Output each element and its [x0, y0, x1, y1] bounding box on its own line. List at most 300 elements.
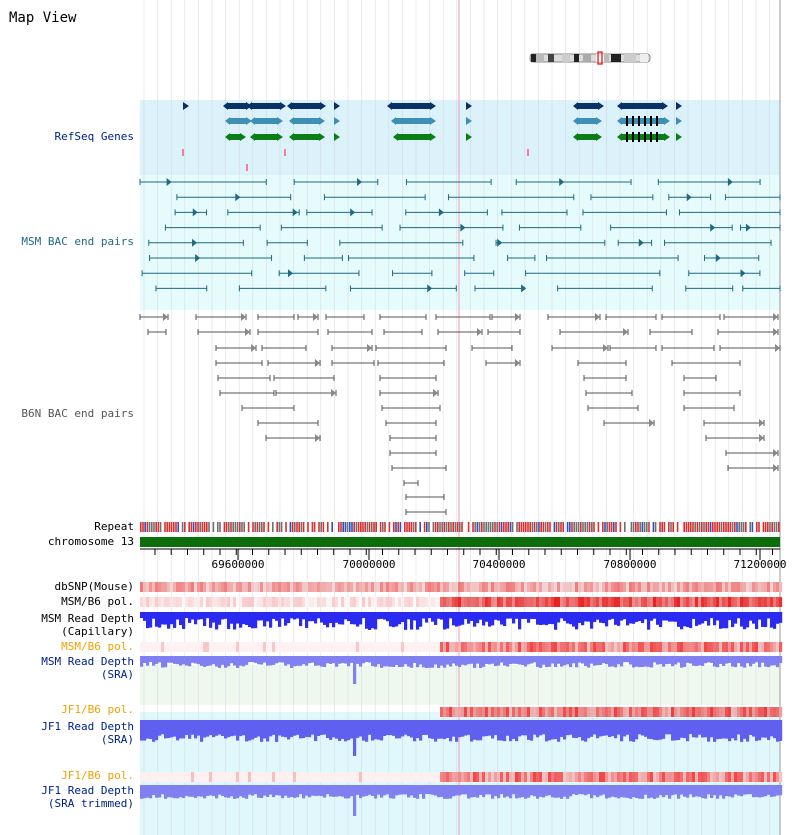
- repeat-element: [364, 522, 366, 532]
- jf1-trimmed-depth: [365, 785, 368, 796]
- jf1-sra-depth: [179, 720, 182, 738]
- dbsnp-density: [473, 582, 476, 592]
- msm-capillary-depth: [416, 612, 419, 630]
- msm-pol2-density: [593, 642, 596, 652]
- msm-sra-depth: [419, 656, 422, 665]
- dbsnp-density: [461, 582, 464, 592]
- msm-capillary-depth: [170, 612, 173, 624]
- jf1-sra-depth: [149, 720, 152, 739]
- msm-capillary-depth: [272, 612, 275, 619]
- msm-pol-density: [161, 597, 164, 607]
- jf1-pol2-density: [269, 772, 272, 782]
- msm-pol2-density: [596, 642, 599, 652]
- repeat-element: [534, 522, 536, 532]
- dbsnp-density: [560, 582, 563, 592]
- jf1-pol2-density: [377, 772, 380, 782]
- dbsnp-density: [704, 582, 707, 592]
- dbsnp-density: [311, 582, 314, 592]
- jf1-pol2-density: [347, 772, 350, 782]
- jf1-trimmed-depth: [629, 785, 632, 799]
- jf1-sra-depth: [380, 720, 383, 740]
- msm-pol-density: [200, 597, 203, 607]
- jf1-trimmed-depth: [749, 785, 752, 794]
- jf1-pol2-density: [761, 772, 764, 782]
- jf1-pol2-density: [557, 772, 560, 782]
- jf1-trimmed-depth: [209, 785, 212, 795]
- jf1-sra-depth: [761, 720, 764, 737]
- msm-pol-density: [425, 597, 428, 607]
- jf1-trimmed-depth: [164, 785, 167, 799]
- jf1-pol2-density: [170, 772, 173, 782]
- jf1-trimmed-depth: [425, 785, 428, 794]
- dbsnp-density: [620, 582, 623, 592]
- msm-sra-depth: [200, 656, 203, 666]
- msm-capillary-depth: [647, 612, 650, 630]
- jf1-pol2-density: [755, 772, 758, 782]
- jf1-trimmed-depth: [431, 785, 434, 795]
- msm-pol2-density: [707, 642, 710, 652]
- msm-sra-depth: [476, 656, 479, 664]
- jf1-trimmed-depth: [485, 785, 488, 794]
- gene-tick: [246, 164, 248, 171]
- dbsnp-density: [761, 582, 764, 592]
- dbsnp-density: [530, 582, 533, 592]
- repeat-element: [318, 522, 320, 532]
- msm-capillary-depth: [230, 612, 233, 624]
- msm-sra-depth: [179, 656, 182, 666]
- msm-capillary-depth: [146, 612, 149, 628]
- dbsnp-density: [629, 582, 632, 592]
- msm-capillary-depth: [521, 612, 524, 619]
- msm-pol2-density: [215, 642, 218, 652]
- dbsnp-density: [152, 582, 155, 592]
- jf1-trimmed-depth: [332, 785, 335, 797]
- msm-pol-density: [527, 597, 530, 607]
- msm-pol2-density: [644, 642, 647, 652]
- dbsnp-density: [485, 582, 488, 592]
- dbsnp-density: [653, 582, 656, 592]
- repeat-element: [613, 522, 615, 532]
- msm-pol-density: [188, 597, 191, 607]
- jf1-trimmed-depth: [605, 785, 608, 799]
- jf1-pol2-density: [248, 772, 251, 782]
- msm-pol-density: [740, 597, 743, 607]
- gene-tick: [182, 149, 184, 156]
- repeat-element: [578, 522, 580, 532]
- msm-sra-depth: [467, 656, 470, 664]
- track-label-msm-depth-sra: MSM Read Depth: [41, 655, 134, 668]
- jf1-pol2-density: [626, 772, 629, 782]
- jf1-trimmed-depth: [722, 785, 725, 799]
- jf1-pol2-density: [467, 772, 470, 782]
- jf1-pol2-density: [218, 772, 221, 782]
- msm-capillary-depth: [734, 612, 737, 624]
- msm-pol-density: [281, 597, 284, 607]
- jf1-pol2-density: [749, 772, 752, 782]
- jf1-trimmed-depth: [497, 785, 500, 798]
- msm-capillary-depth: [707, 612, 710, 626]
- jf1-sra-depth: [308, 720, 311, 737]
- jf1-trimmed-depth: [764, 785, 767, 796]
- msm-pol-density: [698, 597, 701, 607]
- msm-pol2-density: [587, 642, 590, 652]
- msm-pol2-density: [638, 642, 641, 652]
- msm-pol-density: [350, 597, 353, 607]
- msm-capillary-depth: [206, 612, 209, 618]
- msm-pol-density: [230, 597, 233, 607]
- msm-pol-density: [506, 597, 509, 607]
- jf1-trimmed-depth: [449, 785, 452, 799]
- jf1-pol-density: [509, 707, 512, 717]
- repeat-element: [140, 522, 142, 532]
- msm-capillary-depth: [287, 612, 290, 623]
- msm-sra-depth: [389, 656, 392, 667]
- jf1-pol-density: [713, 707, 716, 717]
- repeat-element: [481, 522, 483, 532]
- jf1-sra-depth: [626, 720, 629, 735]
- jf1-trimmed-depth: [173, 785, 176, 798]
- jf1-sra-depth: [284, 720, 287, 737]
- jf1-pol-density: [527, 707, 530, 717]
- msm-pol-density: [701, 597, 704, 607]
- repeat-element: [175, 522, 177, 532]
- dbsnp-density: [593, 582, 596, 592]
- exon-mark: [650, 132, 652, 142]
- msm-sra-depth: [620, 656, 623, 666]
- msm-pol2-density: [188, 642, 191, 652]
- msm-pol2-density: [566, 642, 569, 652]
- repeat-element: [593, 522, 595, 532]
- msm-sra-depth: [185, 656, 188, 665]
- dbsnp-density: [551, 582, 554, 592]
- dbsnp-density: [566, 582, 569, 592]
- msm-pol-density: [464, 597, 467, 607]
- repeat-element: [503, 522, 505, 532]
- msm-pol2-density: [749, 642, 752, 652]
- repeat-element: [472, 522, 474, 532]
- msm-pol2-density: [470, 642, 473, 652]
- jf1-pol2-density: [611, 772, 614, 782]
- msm-sra-depth: [692, 656, 695, 666]
- dbsnp-density: [665, 582, 668, 592]
- repeat-element: [252, 522, 254, 532]
- dbsnp-density: [218, 582, 221, 592]
- repeat-element: [763, 522, 765, 532]
- repeat-element: [569, 522, 571, 532]
- jf1-pol-density: [752, 707, 755, 717]
- msm-capillary-depth: [449, 612, 452, 618]
- msm-capillary-depth: [545, 612, 548, 625]
- jf1-trimmed-depth: [419, 785, 422, 794]
- jf1-pol-density: [476, 707, 479, 717]
- jf1-sra-depth: [431, 720, 434, 739]
- msm-sra-depth: [269, 656, 272, 665]
- jf1-sra-depth: [710, 720, 713, 737]
- msm-capillary-depth: [653, 612, 656, 619]
- gene-tick: [527, 149, 529, 156]
- msm-pol-density: [218, 597, 221, 607]
- jf1-pol2-density: [440, 772, 443, 782]
- jf1-sra-depth: [374, 720, 377, 739]
- msm-capillary-depth: [152, 612, 155, 619]
- jf1-sra-depth: [668, 720, 671, 734]
- jf1-trimmed-depth: [674, 785, 677, 794]
- jf1-sra-depth: [371, 720, 374, 741]
- jf1-pol2-density: [515, 772, 518, 782]
- jf1-pol2-density: [572, 772, 575, 782]
- msm-capillary-depth: [491, 612, 494, 625]
- jf1-pol2-density: [149, 772, 152, 782]
- dbsnp-density: [713, 582, 716, 592]
- jf1-sra-depth: [776, 720, 779, 742]
- msm-pol-density: [662, 597, 665, 607]
- msm-pol2-density: [452, 642, 455, 652]
- msm-capillary-depth: [347, 612, 350, 621]
- repeat-element: [604, 522, 606, 532]
- msm-capillary-depth: [524, 612, 527, 619]
- msm-sra-depth: [320, 656, 323, 667]
- dbsnp-density: [365, 582, 368, 592]
- jf1-trimmed-depth: [557, 785, 560, 798]
- jf1-pol2-density: [473, 772, 476, 782]
- msm-sra-depth: [671, 656, 674, 666]
- dbsnp-density: [224, 582, 227, 592]
- msm-capillary-depth: [551, 612, 554, 624]
- jf1-trimmed-depth: [398, 785, 401, 795]
- msm-pol2-density: [200, 642, 203, 652]
- dbsnp-density: [182, 582, 185, 592]
- jf1-pol2-density: [410, 772, 413, 782]
- jf1-sra-depth: [566, 720, 569, 735]
- repeat-element: [518, 522, 520, 532]
- msm-pol2-density: [746, 642, 749, 652]
- dbsnp-density: [149, 582, 152, 592]
- jf1-pol2-density: [767, 772, 770, 782]
- msm-pol2-density: [602, 642, 605, 652]
- msm-pol2-density: [485, 642, 488, 652]
- dbsnp-density: [428, 582, 431, 592]
- msm-pol-density: [530, 597, 533, 607]
- jf1-sra-depth: [584, 720, 587, 742]
- msm-capillary-depth: [761, 612, 764, 627]
- msm-pol2-density: [476, 642, 479, 652]
- track-label-repeat: Repeat: [94, 520, 134, 533]
- jf1-trimmed-depth: [434, 785, 437, 796]
- jf1-trimmed-depth: [353, 785, 356, 816]
- jf1-trimmed-depth: [149, 785, 152, 798]
- msm-pol2-density: [278, 642, 281, 652]
- gene-body: [578, 134, 596, 140]
- jf1-pol-density: [473, 707, 476, 717]
- jf1-pol2-density: [779, 772, 782, 782]
- msm-sra-depth: [332, 656, 335, 663]
- msm-pol-density: [611, 597, 614, 607]
- msm-pol2-density: [734, 642, 737, 652]
- msm-pol-density: [449, 597, 452, 607]
- msm-capillary-depth: [260, 612, 263, 620]
- msm-pol2-density: [395, 642, 398, 652]
- msm-capillary-depth: [269, 612, 272, 628]
- msm-sra-depth: [545, 656, 548, 667]
- msm-pol2-density: [221, 642, 224, 652]
- jf1-pol2-density: [161, 772, 164, 782]
- repeat-element: [444, 522, 446, 532]
- msm-capillary-depth: [698, 612, 701, 625]
- jf1-pol-density: [536, 707, 539, 717]
- jf1-sra-depth: [242, 720, 245, 735]
- jf1-pol-density: [683, 707, 686, 717]
- jf1-trimmed-depth: [584, 785, 587, 795]
- jf1-trimmed-depth: [350, 785, 353, 796]
- jf1-sra-depth: [527, 720, 530, 740]
- dbsnp-density: [755, 582, 758, 592]
- jf1-trimmed-depth: [248, 785, 251, 795]
- msm-pol-density: [317, 597, 320, 607]
- dbsnp-density: [482, 582, 485, 592]
- jf1-sra-depth: [356, 720, 359, 738]
- dbsnp-density: [758, 582, 761, 592]
- jf1-pol2-density: [446, 772, 449, 782]
- jf1-pol2-density: [398, 772, 401, 782]
- msm-pol2-density: [689, 642, 692, 652]
- msm-capillary-depth: [374, 612, 377, 629]
- repeat-element: [664, 522, 666, 532]
- jf1-sra-depth: [656, 720, 659, 740]
- msm-pol-density: [770, 597, 773, 607]
- jf1-pol2-density: [257, 772, 260, 782]
- msm-pol2-density: [251, 642, 254, 652]
- jf1-trimmed-depth: [191, 785, 194, 797]
- msm-capillary-depth: [245, 612, 248, 625]
- jf1-pol2-density: [623, 772, 626, 782]
- msm-pol-density: [521, 597, 524, 607]
- repeat-element: [263, 522, 265, 532]
- repeat-element: [400, 522, 402, 532]
- msm-pol-density: [626, 597, 629, 607]
- jf1-pol2-density: [485, 772, 488, 782]
- msm-sra-depth: [380, 656, 383, 668]
- msm-pol-density: [167, 597, 170, 607]
- msm-pol-density: [458, 597, 461, 607]
- msm-pol2-density: [362, 642, 365, 652]
- dbsnp-density: [284, 582, 287, 592]
- jf1-pol2-density: [362, 772, 365, 782]
- msm-pol2-density: [599, 642, 602, 652]
- jf1-trimmed-depth: [608, 785, 611, 798]
- repeat-element: [389, 522, 391, 532]
- repeat-element: [692, 522, 694, 532]
- jf1-sra-depth: [701, 720, 704, 737]
- jf1-pol2-density: [194, 772, 197, 782]
- dbsnp-density: [446, 582, 449, 592]
- msm-pol2-density: [728, 642, 731, 652]
- dbsnp-density: [464, 582, 467, 592]
- repeat-element: [151, 522, 153, 532]
- jf1-pol2-density: [665, 772, 668, 782]
- dbsnp-density: [290, 582, 293, 592]
- msm-sra-depth: [359, 656, 362, 667]
- dbsnp-density: [188, 582, 191, 592]
- msm-pol-density: [533, 597, 536, 607]
- msm-sra-depth: [611, 656, 614, 666]
- jf1-pol2-density: [713, 772, 716, 782]
- msm-pol2-density: [554, 642, 557, 652]
- repeat-element: [452, 522, 454, 532]
- msm-pol-density: [470, 597, 473, 607]
- msm-pol2-density: [665, 642, 668, 652]
- dbsnp-density: [194, 582, 197, 592]
- msm-pol-density: [731, 597, 734, 607]
- repeat-element: [435, 522, 437, 532]
- jf1-pol2-density: [401, 772, 404, 782]
- ideogram-band: [624, 54, 636, 62]
- jf1-pol-density: [512, 707, 515, 717]
- jf1-trimmed-depth: [170, 785, 173, 797]
- jf1-pol2-density: [431, 772, 434, 782]
- msm-pol2-density: [275, 642, 278, 652]
- msm-capillary-depth: [368, 612, 371, 630]
- jf1-sra-depth: [530, 720, 533, 741]
- jf1-trimmed-depth: [509, 785, 512, 798]
- jf1-trimmed-depth: [422, 785, 425, 799]
- msm-pol-density: [485, 597, 488, 607]
- msm-pol-density: [335, 597, 338, 607]
- msm-capillary-depth: [509, 612, 512, 619]
- jf1-pol2-density: [353, 772, 356, 782]
- dbsnp-density: [467, 582, 470, 592]
- msm-capillary-depth: [185, 612, 188, 618]
- msm-pol-density: [587, 597, 590, 607]
- dbsnp-density: [260, 582, 263, 592]
- jf1-trimmed-depth: [329, 785, 332, 797]
- msm-pol-density: [518, 597, 521, 607]
- msm-sra-depth: [512, 656, 515, 664]
- msm-capillary-depth: [440, 612, 443, 620]
- msm-sra-depth: [395, 656, 398, 665]
- repeat-element: [683, 522, 685, 532]
- msm-pol2-density: [374, 642, 377, 652]
- repeat-element: [653, 522, 655, 532]
- repeat-element: [327, 522, 329, 532]
- jf1-sra-depth: [323, 720, 326, 735]
- jf1-pol-density: [608, 707, 611, 717]
- dbsnp-density: [656, 582, 659, 592]
- jf1-sra-depth: [752, 720, 755, 737]
- repeat-element: [193, 522, 195, 532]
- msm-sra-depth: [383, 656, 386, 666]
- msm-capillary-depth: [239, 612, 242, 628]
- jf1-trimmed-depth: [578, 785, 581, 794]
- msm-pol2-density: [473, 642, 476, 652]
- msm-pol-density: [440, 597, 443, 607]
- jf1-sra-depth: [482, 720, 485, 736]
- jf1-pol-density: [680, 707, 683, 717]
- jf1-sra-depth: [455, 720, 458, 742]
- gene-body: [392, 103, 430, 109]
- jf1-pol2-density: [380, 772, 383, 782]
- jf1-pol2-density: [215, 772, 218, 782]
- jf1-pol2-density: [491, 772, 494, 782]
- msm-sra-depth: [305, 656, 308, 666]
- msm-pol-density: [566, 597, 569, 607]
- msm-sra-depth: [536, 656, 539, 667]
- msm-sra-depth: [599, 656, 602, 665]
- msm-pol2-density: [620, 642, 623, 652]
- dbsnp-density: [308, 582, 311, 592]
- dbsnp-density: [377, 582, 380, 592]
- jf1-trimmed-depth: [194, 785, 197, 798]
- jf1-pol-density: [542, 707, 545, 717]
